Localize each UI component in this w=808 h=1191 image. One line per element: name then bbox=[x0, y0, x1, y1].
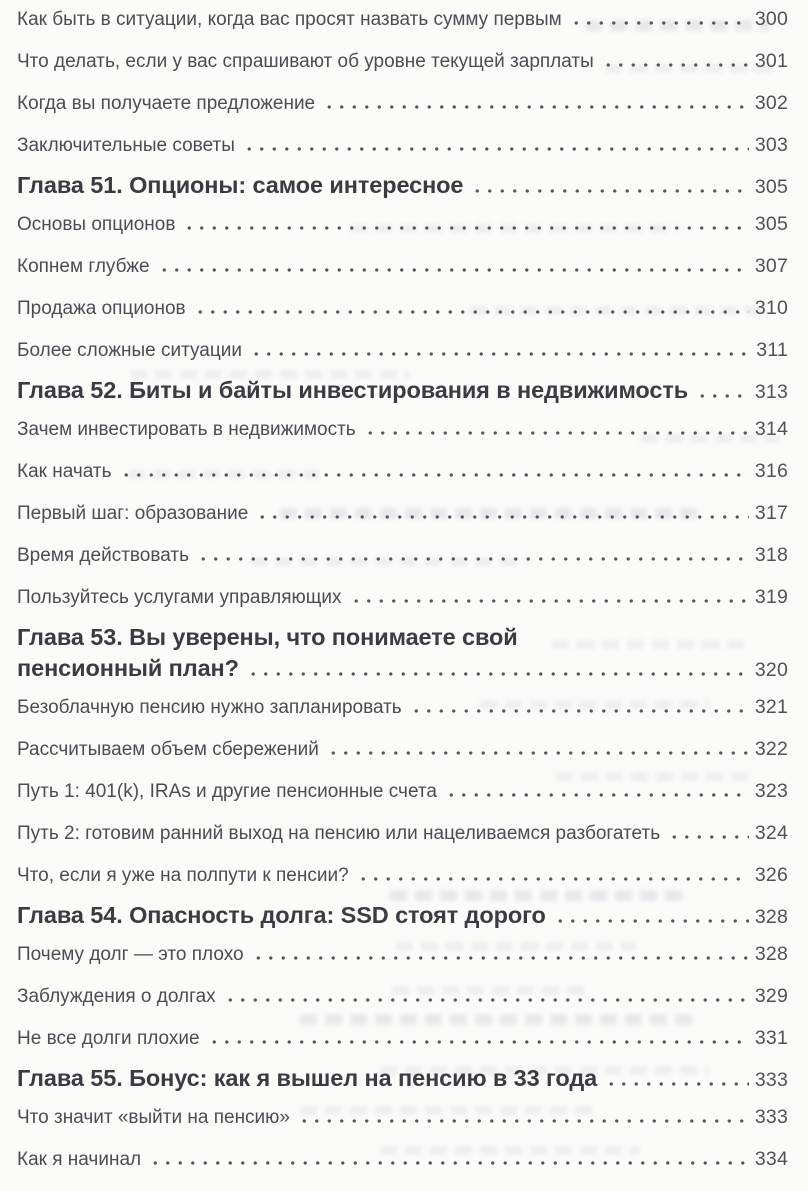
toc-entry-label: Рассчитываем объем сбережений bbox=[17, 739, 319, 760]
toc-entry-row bbox=[17, 1149, 788, 1170]
chapter-heading bbox=[17, 1063, 788, 1094]
dot-leader-icon bbox=[149, 1161, 749, 1165]
dot-leader-icon bbox=[410, 709, 749, 713]
chapter-heading-label: Глава 54. Опасность долга: SSD стоят дорого bbox=[17, 902, 546, 928]
toc-page-number: 302 bbox=[754, 93, 788, 114]
toc-entry-row bbox=[17, 1107, 788, 1128]
toc-page-number: 318 bbox=[754, 545, 788, 566]
toc-page-number: 310 bbox=[754, 298, 788, 319]
toc-entry-row bbox=[17, 944, 788, 965]
toc-entry-row bbox=[17, 9, 788, 30]
chapter-heading-label: пенсионный план? bbox=[17, 655, 239, 681]
toc-entry-label: Как быть в ситуации, когда вас просят назвать сумму первым bbox=[17, 9, 562, 30]
chapter-heading-line bbox=[17, 653, 788, 684]
dot-leader-icon bbox=[250, 352, 750, 356]
toc-entry-row bbox=[17, 461, 788, 482]
table-of-contents bbox=[17, 9, 788, 1170]
toc-page-number: 333 bbox=[754, 1107, 788, 1128]
dot-leader-icon bbox=[183, 226, 748, 230]
toc-entry-row bbox=[17, 503, 788, 524]
toc-entry-row bbox=[17, 256, 788, 277]
dot-leader-icon bbox=[298, 1119, 749, 1123]
toc-page-number: 323 bbox=[754, 781, 788, 802]
chapter-heading bbox=[17, 170, 788, 201]
toc-entry-row bbox=[17, 1028, 788, 1049]
chapter-heading bbox=[17, 622, 788, 684]
toc-entry-label: Путь 1: 401(k), IRAs и другие пенсионные счета bbox=[17, 781, 437, 802]
toc-entry-label: Более сложные ситуации bbox=[17, 340, 242, 361]
chapter-heading-line bbox=[17, 900, 788, 931]
dot-leader-icon bbox=[350, 599, 749, 603]
toc-page-number: 311 bbox=[756, 340, 788, 361]
toc-page-number: 305 bbox=[754, 214, 788, 235]
toc-entry-label: Основы опционов bbox=[17, 214, 176, 235]
toc-entry-label: Заключительные советы bbox=[17, 135, 235, 156]
toc-page-number: 301 bbox=[754, 51, 788, 72]
chapter-heading bbox=[17, 900, 788, 931]
chapter-heading bbox=[17, 375, 788, 406]
chapter-heading-line bbox=[17, 375, 788, 406]
toc-entry-label: Путь 2: готовим ранний выход на пенсию или нацеливаемся разбогатеть bbox=[17, 823, 661, 844]
toc-page-number: 328 bbox=[754, 944, 788, 965]
chapter-heading-label: Глава 53. Вы уверены, что понимаете свой bbox=[17, 624, 518, 650]
toc-page-number: 324 bbox=[754, 823, 788, 844]
toc-entry-label: Как я начинал bbox=[17, 1149, 142, 1170]
toc-page-number: 329 bbox=[754, 986, 788, 1007]
toc-entry-row bbox=[17, 823, 788, 844]
dot-leader-icon bbox=[194, 310, 749, 314]
toc-page-number: 319 bbox=[754, 587, 788, 608]
toc-page-number: 316 bbox=[754, 461, 788, 482]
toc-entry-row bbox=[17, 214, 788, 235]
toc-entry-row bbox=[17, 340, 788, 361]
toc-entry-label: Что делать, если у вас спрашивают об уровне текущей зарплаты bbox=[17, 51, 594, 72]
toc-page-number: 333 bbox=[754, 1069, 788, 1091]
dot-leader-icon bbox=[445, 793, 749, 797]
toc-entry-label: Продажа опционов bbox=[17, 298, 186, 319]
dot-leader-icon bbox=[243, 147, 749, 151]
chapter-heading-label: Глава 55. Бонус: как я вышел на пенсию в 33 года bbox=[17, 1065, 598, 1091]
chapter-heading-line bbox=[17, 170, 788, 201]
dot-leader-icon bbox=[554, 919, 749, 923]
toc-page-number: 303 bbox=[754, 135, 788, 156]
dot-leader-icon bbox=[224, 998, 749, 1002]
toc-entry-row bbox=[17, 865, 788, 886]
toc-entry-label: Что значит «выйти на пенсию» bbox=[17, 1107, 290, 1128]
dot-leader-icon bbox=[357, 877, 749, 881]
toc-page-number: 307 bbox=[754, 256, 788, 277]
chapter-heading-label: Глава 51. Опционы: самое интересное bbox=[17, 172, 464, 198]
toc-entry-label: Что, если я уже на полпути к пенсии? bbox=[17, 865, 349, 886]
dot-leader-icon bbox=[208, 1040, 749, 1044]
toc-entry-label: Как начать bbox=[17, 461, 112, 482]
toc-page-number: 334 bbox=[754, 1149, 788, 1170]
toc-entry-label: Не все долги плохие bbox=[17, 1028, 200, 1049]
toc-page-number: 328 bbox=[754, 906, 788, 928]
toc-page-number: 314 bbox=[754, 419, 788, 440]
dot-leader-icon bbox=[256, 515, 749, 519]
toc-entry-row bbox=[17, 697, 788, 718]
toc-entry-label: Безоблачную пенсию нужно запланировать bbox=[17, 697, 402, 718]
toc-entry-row bbox=[17, 93, 788, 114]
toc-page-number: 313 bbox=[754, 381, 788, 403]
dot-leader-icon bbox=[327, 751, 749, 755]
toc-entry-label: Когда вы получаете предложение bbox=[17, 93, 316, 114]
toc-page-number: 331 bbox=[754, 1028, 788, 1049]
dot-leader-icon bbox=[197, 557, 749, 561]
chapter-heading-label: Глава 52. Биты и байты инвестирования в недвижимость bbox=[17, 377, 689, 403]
toc-entry-label: Первый шаг: образование bbox=[17, 503, 249, 524]
toc-entry-row bbox=[17, 781, 788, 802]
toc-page-number: 322 bbox=[754, 739, 788, 760]
toc-entry-label: Зачем инвестировать в недвижимость bbox=[17, 419, 356, 440]
toc-entry-row bbox=[17, 135, 788, 156]
toc-page-number: 305 bbox=[754, 176, 788, 198]
dot-leader-icon bbox=[605, 1082, 749, 1086]
chapter-heading-line bbox=[17, 622, 788, 653]
dot-leader-icon bbox=[252, 956, 749, 960]
toc-page-number: 317 bbox=[754, 503, 788, 524]
toc-page-number: 300 bbox=[754, 9, 788, 30]
toc-entry-label: Заблуждения о долгах bbox=[17, 986, 216, 1007]
toc-page-number: 321 bbox=[754, 697, 788, 718]
dot-leader-icon bbox=[668, 835, 749, 839]
dot-leader-icon bbox=[570, 21, 749, 25]
toc-entry-row bbox=[17, 419, 788, 440]
toc-entry-label: Время действовать bbox=[17, 545, 189, 566]
toc-entry-row bbox=[17, 986, 788, 1007]
chapter-heading-line bbox=[17, 1063, 788, 1094]
dot-leader-icon bbox=[602, 63, 749, 67]
toc-entry-label: Пользуйтесь услугами управляющих bbox=[17, 587, 342, 608]
toc-page-number: 326 bbox=[754, 865, 788, 886]
dot-leader-icon bbox=[158, 268, 749, 272]
toc-entry-row bbox=[17, 51, 788, 72]
dot-leader-icon bbox=[247, 672, 749, 676]
dot-leader-icon bbox=[323, 105, 749, 109]
toc-entry-row bbox=[17, 298, 788, 319]
toc-entry-row bbox=[17, 587, 788, 608]
dot-leader-icon bbox=[471, 189, 748, 193]
toc-entry-label: Почему долг — это плохо bbox=[17, 944, 244, 965]
toc-page-number: 320 bbox=[754, 659, 788, 681]
toc-entry-row bbox=[17, 739, 788, 760]
dot-leader-icon bbox=[696, 394, 749, 398]
toc-entry-row bbox=[17, 545, 788, 566]
toc-entry-label: Копнем глубже bbox=[17, 256, 150, 277]
dot-leader-icon bbox=[120, 473, 749, 477]
dot-leader-icon bbox=[364, 431, 749, 435]
